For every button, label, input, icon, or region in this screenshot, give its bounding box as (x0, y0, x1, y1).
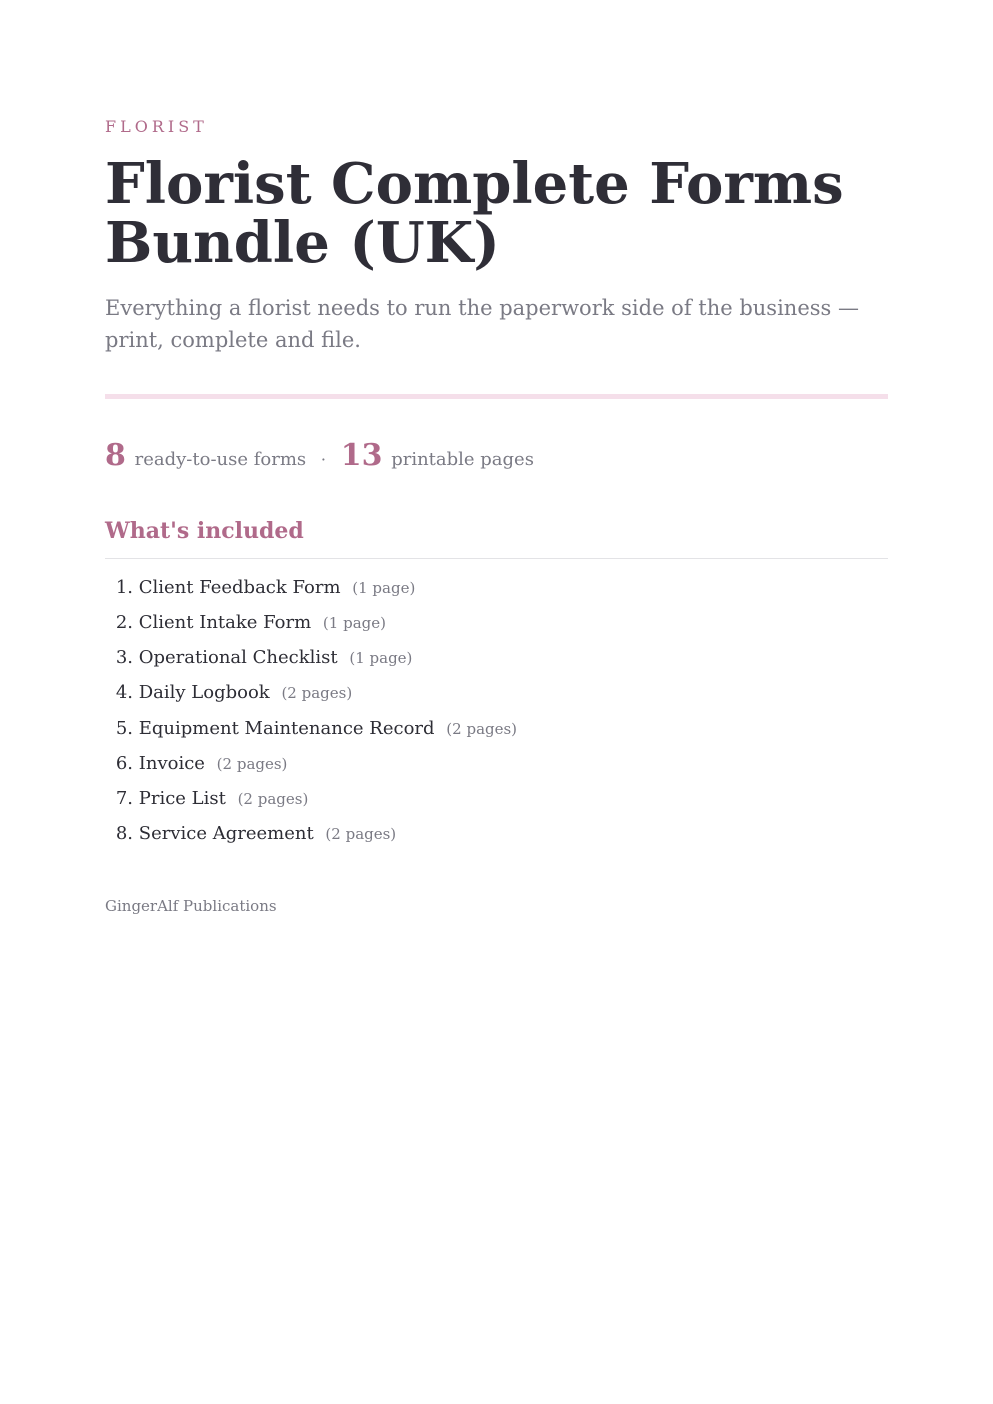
list-item (105, 711, 517, 746)
section-divider (105, 558, 888, 559)
list-item-name: Daily Logbook (138, 682, 270, 704)
stats-separator: · (320, 450, 326, 469)
forms-list (105, 570, 517, 851)
list-item (105, 605, 517, 640)
list-item-pages: (2 pages) (281, 684, 353, 703)
list-item-name: Equipment Maintenance Record (138, 717, 435, 739)
accent-divider (105, 394, 888, 399)
list-item (105, 675, 517, 710)
list-item-pages: (2 pages) (237, 789, 309, 808)
page-title: Florist Complete Forms Bundle (UK) (105, 151, 844, 276)
included-heading: What's included (105, 518, 304, 544)
list-item-name: Price List (138, 787, 226, 809)
list-item-pages: (2 pages) (446, 719, 518, 738)
pages-count-label: printable pages (391, 449, 534, 470)
list-item (105, 816, 517, 851)
list-item-name: Invoice (138, 752, 205, 774)
list-item (105, 570, 517, 605)
list-item-index: 7. (115, 787, 133, 809)
list-item-name: Service Agreement (138, 822, 314, 844)
list-item-pages: (2 pages) (325, 824, 397, 843)
pages-count: 13 (340, 438, 383, 473)
list-item-index: 1. (115, 577, 133, 598)
list-item (105, 781, 517, 816)
category-label: FLORIST (105, 117, 208, 136)
list-item-index: 6. (115, 752, 133, 774)
list-item-index: 5. (115, 717, 133, 739)
forms-count-label: ready-to-use forms (134, 449, 307, 470)
list-item-name: Client Feedback Form (138, 577, 341, 598)
list-item-index: 3. (115, 647, 133, 669)
list-item-pages: (2 pages) (216, 754, 288, 773)
forms-count: 8 (105, 438, 126, 473)
list-item-pages: (1 page) (349, 649, 413, 668)
list-item-pages: (1 page) (352, 579, 416, 597)
list-item-pages: (1 page) (322, 614, 386, 633)
list-item-index: 4. (115, 682, 133, 704)
list-item-index: 8. (115, 822, 133, 844)
list-item-name: Operational Checklist (138, 647, 338, 669)
bundle-stats (105, 438, 534, 473)
list-item (105, 640, 517, 675)
page-subtitle: Everything a florist needs to run the paperwork side of the business — print, complete and file. (105, 296, 859, 352)
list-item (105, 746, 517, 781)
publisher-name: GingerAlf Publications (105, 897, 277, 915)
list-item-name: Client Intake Form (138, 612, 312, 634)
list-item-index: 2. (115, 612, 133, 634)
